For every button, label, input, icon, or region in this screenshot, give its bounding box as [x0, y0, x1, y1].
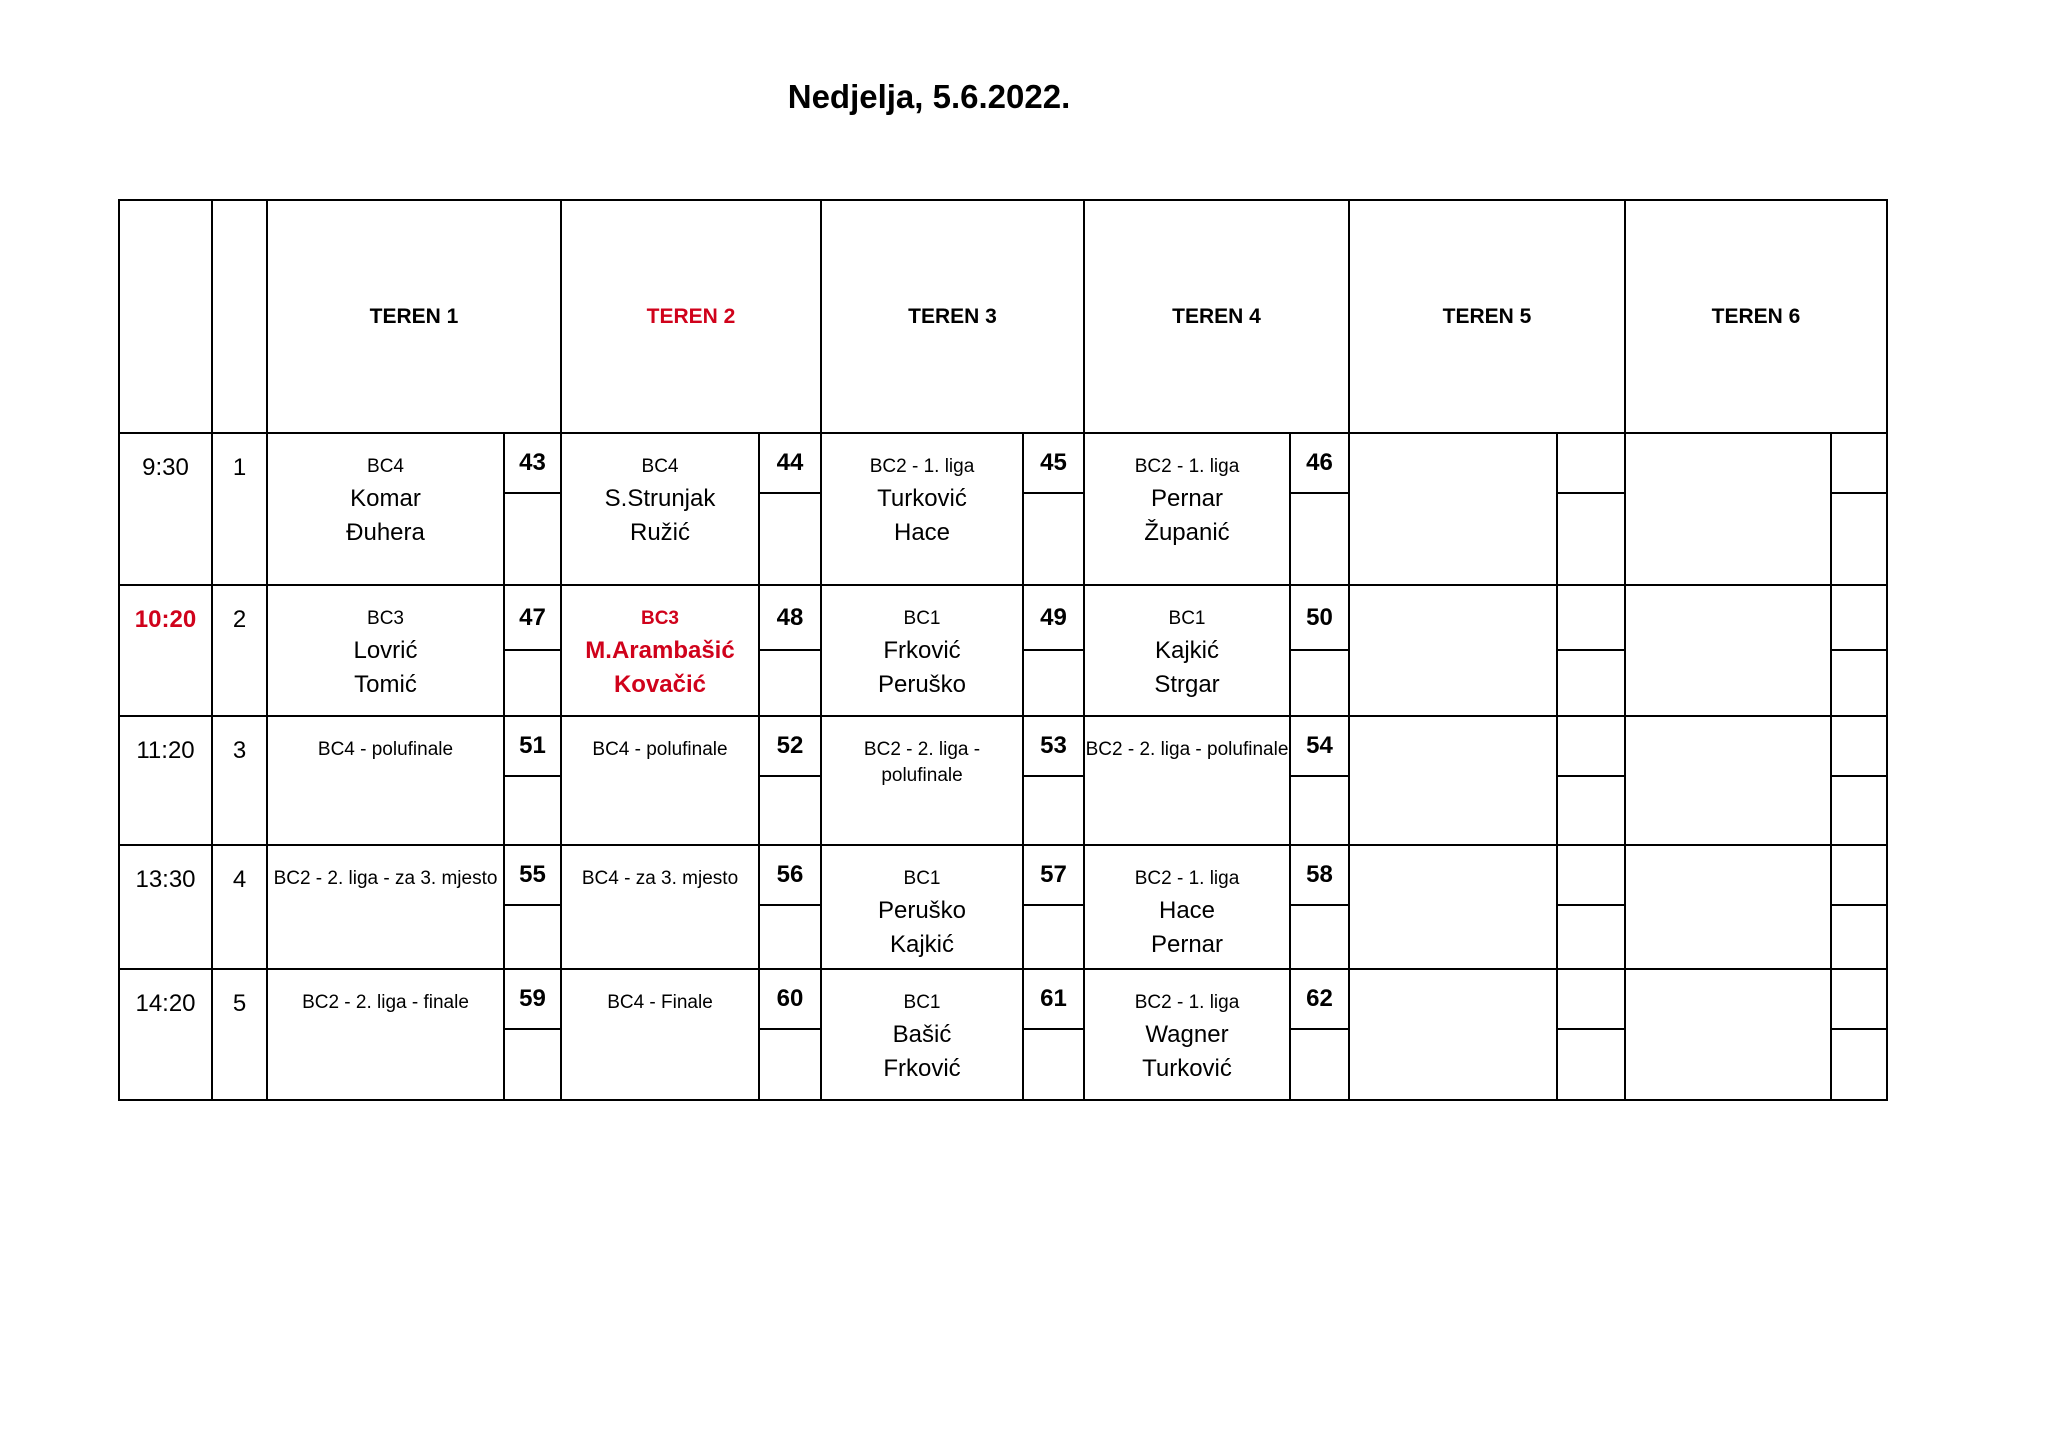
- empty-score-cell: [759, 1029, 821, 1100]
- game-number-cell: 50: [1290, 585, 1349, 650]
- player-two: Frković: [883, 1055, 961, 1082]
- game-number-cell: 49: [1023, 585, 1084, 650]
- game-number-cell: 61: [1023, 969, 1084, 1029]
- player-two: Hace: [893, 519, 951, 546]
- match-players: [268, 634, 503, 702]
- empty-score-cell: [1831, 776, 1887, 845]
- player-one: Bašić: [892, 1021, 952, 1048]
- round-cell: 5: [212, 969, 267, 1100]
- player-one: S.Strunjak: [604, 485, 716, 512]
- match-cell-court-4: [1084, 969, 1290, 1100]
- table-row: [119, 716, 1887, 776]
- player-two: Županić: [1144, 519, 1230, 546]
- match-players: [268, 482, 503, 550]
- empty-score-cell: [1023, 650, 1084, 716]
- court-header-2: TEREN 2: [561, 200, 821, 433]
- round-cell: 4: [212, 845, 267, 969]
- game-number-cell: 60: [759, 969, 821, 1029]
- match-cell-court-5: [1349, 433, 1557, 585]
- match-category: BC2 - 2. liga - polufinale: [863, 739, 981, 786]
- court-header-3: TEREN 3: [821, 200, 1084, 433]
- player-two: Peruško: [877, 671, 967, 698]
- match-category: BC4 - Finale: [607, 992, 713, 1013]
- match-cell-court-4: [1084, 585, 1290, 716]
- empty-score-cell: [1290, 776, 1349, 845]
- match-category: BC2 - 1. liga: [1134, 868, 1240, 889]
- table-row: [119, 845, 1887, 905]
- player-one: Pernar: [1150, 485, 1224, 512]
- match-category: BC2 - 2. liga - polufinale: [1085, 739, 1289, 760]
- match-players: [1085, 894, 1289, 962]
- empty-score-cell: [1023, 905, 1084, 969]
- empty-score-cell: [759, 776, 821, 845]
- player-one: Frković: [883, 637, 961, 664]
- round-cell: 1: [212, 433, 267, 585]
- match-players: [822, 894, 1022, 962]
- match-category: BC4: [641, 456, 679, 477]
- game-number-cell: 45: [1023, 433, 1084, 493]
- game-number-cell: 56: [759, 845, 821, 905]
- game-number-cell: [1557, 969, 1625, 1029]
- empty-score-cell: [1557, 493, 1625, 585]
- empty-score-cell: [1557, 776, 1625, 845]
- court-header-1: TEREN 1: [267, 200, 561, 433]
- match-cell-court-5: [1349, 585, 1557, 716]
- player-one: Wagner: [1145, 1021, 1229, 1048]
- match-cell-court-1: [267, 969, 504, 1100]
- match-category: BC4: [367, 456, 404, 477]
- header-row: [119, 200, 1887, 433]
- match-cell-court-1: [267, 845, 504, 969]
- match-cell-court-3: [821, 433, 1023, 585]
- header-round-cell: [212, 200, 267, 433]
- match-cell-court-6: [1625, 845, 1831, 969]
- game-number-cell: 51: [504, 716, 561, 776]
- match-cell-court-3: [821, 585, 1023, 716]
- match-players: [1085, 1018, 1289, 1086]
- match-players: [822, 482, 1022, 550]
- empty-score-cell: [1831, 650, 1887, 716]
- empty-score-cell: [504, 650, 561, 716]
- table-row: [119, 585, 1887, 650]
- time-cell: 14:20: [119, 969, 212, 1100]
- time-cell: 10:20: [119, 585, 212, 716]
- game-number-cell: [1557, 585, 1625, 650]
- player-one: Lovrić: [353, 637, 418, 664]
- page-title: Nedjelja, 5.6.2022.: [787, 78, 1071, 115]
- match-category: BC1: [903, 868, 941, 889]
- match-cell-court-4: [1084, 433, 1290, 585]
- match-players: [822, 634, 1022, 702]
- game-number-cell: 48: [759, 585, 821, 650]
- match-cell-court-2: [561, 585, 759, 716]
- court-header-4: TEREN 4: [1084, 200, 1349, 433]
- game-number-cell: 62: [1290, 969, 1349, 1029]
- game-number-cell: 52: [759, 716, 821, 776]
- game-number-cell: 57: [1023, 845, 1084, 905]
- game-number-cell: 58: [1290, 845, 1349, 905]
- game-number-cell: 44: [759, 433, 821, 493]
- time-cell: 9:30: [119, 433, 212, 585]
- match-cell-court-2: [561, 845, 759, 969]
- player-two: Turković: [1142, 1055, 1232, 1082]
- match-category: BC4 - polufinale: [592, 739, 728, 760]
- match-cell-court-6: [1625, 433, 1831, 585]
- game-number-cell: 43: [504, 433, 561, 493]
- time-cell: 11:20: [119, 716, 212, 845]
- schedule-table: [118, 199, 1888, 1101]
- empty-score-cell: [504, 905, 561, 969]
- header-time-cell: [119, 200, 212, 433]
- empty-score-cell: [1023, 1029, 1084, 1100]
- game-number-cell: [1557, 845, 1625, 905]
- match-cell-court-4: [1084, 716, 1290, 845]
- game-number-cell: 54: [1290, 716, 1349, 776]
- player-one: Komar: [350, 485, 421, 512]
- empty-score-cell: [759, 650, 821, 716]
- court-header-5: TEREN 5: [1349, 200, 1625, 433]
- player-one: M.Arambašić: [585, 637, 735, 664]
- match-cell-court-2: [561, 433, 759, 585]
- match-players: [562, 634, 758, 702]
- empty-score-cell: [759, 905, 821, 969]
- player-two: Kovačić: [613, 671, 707, 698]
- empty-score-cell: [1557, 905, 1625, 969]
- game-number-cell: [1831, 845, 1887, 905]
- match-cell-court-6: [1625, 585, 1831, 716]
- game-number-cell: 47: [504, 585, 561, 650]
- player-two: Đuhera: [346, 519, 425, 546]
- match-players: [562, 482, 758, 550]
- empty-score-cell: [1831, 1029, 1887, 1100]
- match-players: [822, 1018, 1022, 1086]
- time-cell: 13:30: [119, 845, 212, 969]
- round-cell: 3: [212, 716, 267, 845]
- game-number-cell: 55: [504, 845, 561, 905]
- player-one: Hace: [1158, 897, 1216, 924]
- empty-score-cell: [504, 1029, 561, 1100]
- match-cell-court-5: [1349, 716, 1557, 845]
- match-category: BC2 - 1. liga: [1134, 992, 1240, 1013]
- table-row: [119, 969, 1887, 1029]
- match-cell-court-3: [821, 969, 1023, 1100]
- court-header-6: TEREN 6: [1625, 200, 1887, 433]
- round-cell: 2: [212, 585, 267, 716]
- empty-score-cell: [1557, 650, 1625, 716]
- game-number-cell: [1831, 716, 1887, 776]
- player-one: Peruško: [877, 897, 967, 924]
- match-cell-court-3: [821, 845, 1023, 969]
- match-category: BC2 - 1. liga: [869, 456, 975, 477]
- match-category: BC4 - polufinale: [317, 739, 454, 760]
- match-players: [1085, 634, 1289, 702]
- match-category: BC2 - 2. liga - finale: [302, 992, 469, 1013]
- game-number-cell: [1557, 433, 1625, 493]
- game-number-cell: 59: [504, 969, 561, 1029]
- empty-score-cell: [1831, 493, 1887, 585]
- table-row: [119, 433, 1887, 493]
- match-cell-court-3: [821, 716, 1023, 845]
- match-cell-court-5: [1349, 845, 1557, 969]
- player-two: Strgar: [1154, 671, 1220, 698]
- game-number-cell: [1831, 433, 1887, 493]
- match-cell-court-1: [267, 433, 504, 585]
- player-two: Ružić: [629, 519, 690, 546]
- match-cell-court-6: [1625, 969, 1831, 1100]
- match-category: BC2 - 2. liga - za 3. mjesto: [273, 868, 498, 889]
- empty-score-cell: [1023, 776, 1084, 845]
- empty-score-cell: [1023, 493, 1084, 585]
- player-two: Kajkić: [889, 931, 955, 958]
- empty-score-cell: [504, 493, 561, 585]
- match-cell-court-4: [1084, 845, 1290, 969]
- match-category: BC4 - za 3. mjesto: [581, 868, 739, 889]
- match-category: BC2 - 1. liga: [1134, 456, 1240, 477]
- game-number-cell: 46: [1290, 433, 1349, 493]
- empty-score-cell: [1290, 650, 1349, 716]
- player-two: Tomić: [354, 671, 417, 698]
- game-number-cell: 53: [1023, 716, 1084, 776]
- match-cell-court-5: [1349, 969, 1557, 1100]
- player-one: Turković: [877, 485, 967, 512]
- match-cell-court-2: [561, 716, 759, 845]
- empty-score-cell: [1290, 1029, 1349, 1100]
- empty-score-cell: [1831, 905, 1887, 969]
- game-number-cell: [1831, 585, 1887, 650]
- match-category: BC3: [640, 608, 679, 629]
- match-cell-court-6: [1625, 716, 1831, 845]
- match-category: BC1: [903, 992, 941, 1013]
- empty-score-cell: [1290, 493, 1349, 585]
- match-players: [1085, 482, 1289, 550]
- player-two: Pernar: [1150, 931, 1224, 958]
- game-number-cell: [1557, 716, 1625, 776]
- player-one: Kajkić: [1154, 637, 1220, 664]
- empty-score-cell: [1290, 905, 1349, 969]
- game-number-cell: [1831, 969, 1887, 1029]
- empty-score-cell: [759, 493, 821, 585]
- match-category: BC1: [1168, 608, 1206, 629]
- match-cell-court-1: [267, 585, 504, 716]
- match-category: BC1: [903, 608, 941, 629]
- empty-score-cell: [504, 776, 561, 845]
- empty-score-cell: [1557, 1029, 1625, 1100]
- match-cell-court-2: [561, 969, 759, 1100]
- match-cell-court-1: [267, 716, 504, 845]
- match-category: BC3: [367, 608, 404, 629]
